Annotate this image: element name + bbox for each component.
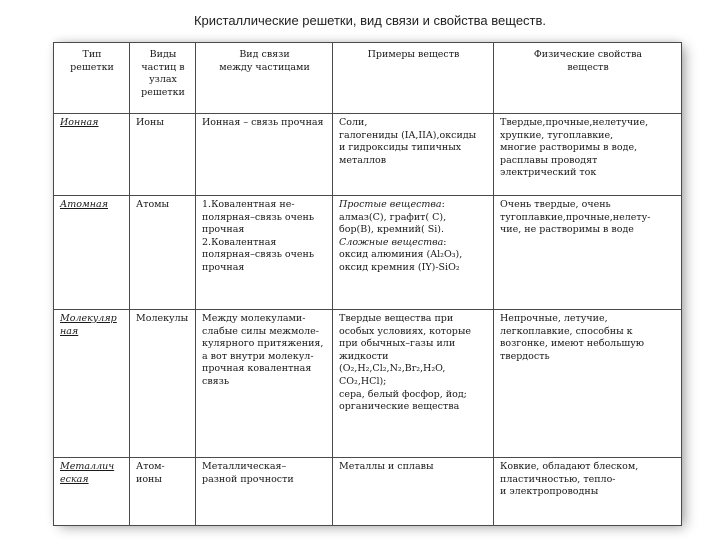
row-bond: 1.Ковалентная не- полярная–связь очень прочная 2.Ковалентная полярная–связь очень прочная <box>196 196 333 310</box>
complex-substances: : оксид алюминия (Al₂O₃), оксид кремния (IY)-SiO₂ <box>339 236 463 273</box>
row-properties: Твердые,прочные,нелетучие, хрупкие, тугоплавкие, многие растворимы в воде, расплавы проводят электрический ток <box>494 114 682 196</box>
table-row <box>54 310 682 458</box>
row-type: Ионная <box>54 114 130 196</box>
row-type: Атомная <box>54 196 130 310</box>
table-row <box>54 196 682 310</box>
properties-table <box>53 42 682 526</box>
table-row <box>54 458 682 526</box>
row-particles: Молекулы <box>130 310 196 458</box>
row-examples: Твердые вещества при особых условиях, которые при обычных–газы или жидкости (O₂,H₂,Cl₂,N₂,Br₂,H₂O, CO₂,HCl); сера, белый фосфор, йод; органические вещества <box>333 310 494 458</box>
header-examples: Примеры веществ <box>333 43 494 114</box>
header-type: Тип решетки <box>54 43 130 114</box>
row-examples: Соли, галогениды (IA,IIA),оксиды и гидроксиды типичных металлов <box>333 114 494 196</box>
page-title: Кристаллические решетки, вид связи и свойства веществ. <box>193 13 547 28</box>
row-properties: Очень твердые, очень тугоплавкие,прочные,нелету- чие, не растворимы в воде <box>494 196 682 310</box>
row-particles: Ионы <box>130 114 196 196</box>
row-particles: Атом- ионы <box>130 458 196 526</box>
row-bond: Между молекулами- слабые силы межмоле- кулярного притяжения, а вот внутри молекул- прочная ковалентная связь <box>196 310 333 458</box>
complex-substances-label: Сложные вещества <box>339 236 444 248</box>
table-row <box>54 114 682 196</box>
header-bond: Вид связи между частицами <box>196 43 333 114</box>
row-type: Молекуляр ная <box>54 310 130 458</box>
row-examples: Металлы и сплавы <box>333 458 494 526</box>
row-particles: Атомы <box>130 196 196 310</box>
header-row <box>54 43 682 114</box>
row-properties: Ковкие, обладают блеском, пластичностью, тепло- и электропроводны <box>494 458 682 526</box>
header-properties: Физические свойства веществ <box>494 43 682 114</box>
row-bond: Ионная – связь прочная <box>196 114 333 196</box>
row-type: Металлич еская <box>54 458 130 526</box>
row-properties: Непрочные, летучие, легкоплавкие, способны к возгонке, имеют небольшую твердость <box>494 310 682 458</box>
simple-substances: : алмаз(C), графит( C), бор(B), кремний( Si). <box>339 199 447 236</box>
simple-substances-label: Простые вещества <box>339 199 442 210</box>
row-bond: Металлическая– разной прочности <box>196 458 333 526</box>
header-particles: Виды частиц в узлах решетки <box>130 43 196 114</box>
row-examples <box>333 196 494 310</box>
